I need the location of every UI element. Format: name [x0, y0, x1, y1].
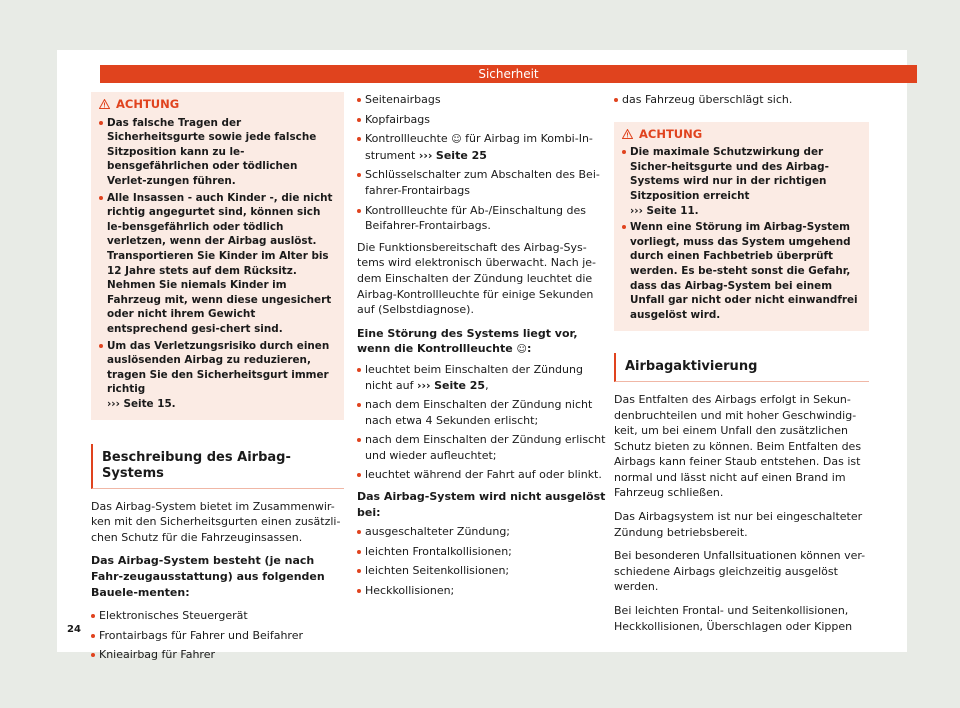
list-item: Heckkollisionen;	[357, 583, 607, 599]
column-right	[614, 92, 869, 642]
ref-arrow: ›››	[107, 397, 120, 410]
list-item: Kontrollleuchte für Ab-/Einschaltung des Beifahrer-Frontairbags.	[357, 203, 607, 234]
list-item: leichten Seitenkollisionen;	[357, 563, 607, 579]
paragraph: Das Airbagsystem ist nur bei eingeschalteter Zündung betriebsbereit.	[614, 510, 863, 539]
manual-page	[57, 50, 907, 662]
list-item: ausgeschalteter Zündung;	[357, 524, 607, 540]
page-reference[interactable]: Seite 25	[435, 148, 487, 162]
warning-item: Die maximale Schutzwirkung der Sicher-heitsgurte und des Airbag-Systems wird nur in der richtigen Sitzposition erreicht ››› Seite 11.	[622, 145, 861, 218]
list-item: Kopfairbags	[357, 112, 607, 128]
warning-title: ACHTUNG	[622, 127, 861, 146]
ref-arrow: ›››	[416, 378, 431, 392]
page-number: 24	[67, 624, 81, 635]
section-title: Airbagaktivierung	[614, 353, 869, 382]
warning-item: Das falsche Tragen der Sicherheitsgurte sowie jede falsche Sitzposition kann zu le-bensgefährlichen oder tödlichen Verlet-zungen führen.	[99, 116, 336, 189]
airbag-warning-lamp-icon: ☺	[451, 134, 462, 146]
page-reference[interactable]: Seite 15	[123, 397, 172, 410]
column-left	[91, 92, 344, 667]
ref-arrow: ›››	[418, 148, 433, 162]
section-header: Sicherheit	[100, 65, 917, 83]
warning-triangle-icon	[622, 129, 633, 139]
paragraph: Bei leichten Frontal- und Seitenkollisionen, Heckkollisionen, Überschlagen oder Kippen	[614, 604, 853, 633]
monitoring-paragraph: Die Funktionsbereitschaft des Airbag-Sys-tems wird elektronisch überwacht. Nach je-dem Einschalten der Zündung leuchtet die Airbag-Kontrollleuchte für einige Sekunden auf (Selbstdiagnose).	[357, 240, 597, 317]
warning-item: Wenn eine Störung im Airbag-System vorliegt, muss das System umgehend durch einen Fachbetrieb überprüft werden. Es be-steht sonst die Gefahr, dass das Airbag-System bei einem Unfall gar nicht oder nicht einwandfrei ausgelöst wird.	[622, 220, 861, 322]
components-heading: Das Airbag-System besteht (je nach Fahr-zeugausstattung) aus folgenden Bauele-menten:	[91, 554, 325, 599]
paragraph: Das Entfalten des Airbags erfolgt in Sekun-denbruchteilen und mit hoher Geschwindig-keit, um bei einem Unfall den zusätzlichen Schutz bieten zu können. Beim Entfalten des Airbags kann feiner Staub entstehen. Das ist normal und lässt nicht auf einen Brand im Fahrzeug schließen.	[614, 392, 862, 500]
nodeploy-heading: Das Airbag-System wird nicht ausgelöst bei:	[357, 490, 606, 519]
list-item: Kontrollleuchte ☺ für Airbag im Kombi-In-strument ››› Seite 25	[357, 131, 607, 163]
paragraph: Bei besonderen Unfallsituationen können ver-schiedene Airbags gleichzeitig ausgelöst werden.	[614, 549, 866, 594]
list-item: Frontairbags für Fahrer und Beifahrer	[91, 628, 344, 644]
page-reference[interactable]: Seite 11	[646, 204, 695, 217]
warning-box	[91, 92, 344, 420]
list-item: Elektronisches Steuergerät	[91, 608, 344, 624]
column-middle	[357, 92, 607, 603]
warning-title: ACHTUNG	[99, 97, 336, 116]
list-item: Seitenairbags	[357, 92, 607, 108]
warning-triangle-icon	[99, 99, 110, 109]
list-item: leuchtet beim Einschalten der Zündung nicht auf ››› Seite 25,	[357, 362, 607, 393]
intro-paragraph: Das Airbag-System bietet im Zusammenwir-ken mit den Sicherheitsgurten einen zusätzli-chen Schutz für die Fahrzeuginsassen.	[91, 499, 341, 544]
warning-item: Alle Insassen - auch Kinder -, die nicht richtig angegurtet sind, können sich le-bensgefährlich oder tödlich verletzen, wenn der Airbag auslöst. Transportieren Sie Kinder im Alter bis 12 Jahre stets auf dem Rücksitz. Nehmen Sie niemals Kinder im Fahrzeug mit, wenn diese ungesichert oder nicht ihrem Gewicht entsprechend gesi-chert sind.	[99, 191, 336, 337]
airbag-warning-lamp-icon: ☺	[516, 344, 527, 356]
list-item: Knieairbag für Fahrer	[91, 647, 344, 663]
list-item: Schlüsselschalter zum Abschalten des Bei-fahrer-Frontairbags	[357, 167, 607, 198]
section-title: Beschreibung des Airbag-Systems	[91, 444, 344, 488]
list-item: leichten Frontalkollisionen;	[357, 544, 607, 560]
page-reference[interactable]: Seite 25	[434, 378, 486, 392]
warning-box	[614, 122, 869, 332]
list-item: das Fahrzeug überschlägt sich.	[614, 92, 869, 108]
list-item: nach dem Einschalten der Zündung nicht nach etwa 4 Sekunden erlischt;	[357, 397, 607, 428]
list-item: nach dem Einschalten der Zündung erlischt und wieder aufleuchtet;	[357, 432, 607, 463]
ref-arrow: ›››	[630, 204, 643, 217]
warning-item: Um das Verletzungsrisiko durch einen auslösenden Airbag zu reduzieren, tragen Sie den Sicherheitsgurt immer richtig ››› Seite 15.	[99, 339, 336, 412]
list-item: leuchtet während der Fahrt auf oder blinkt.	[357, 467, 607, 483]
fault-heading: Eine Störung des Systems liegt vor, wenn die Kontrollleuchte ☺:	[357, 326, 607, 358]
